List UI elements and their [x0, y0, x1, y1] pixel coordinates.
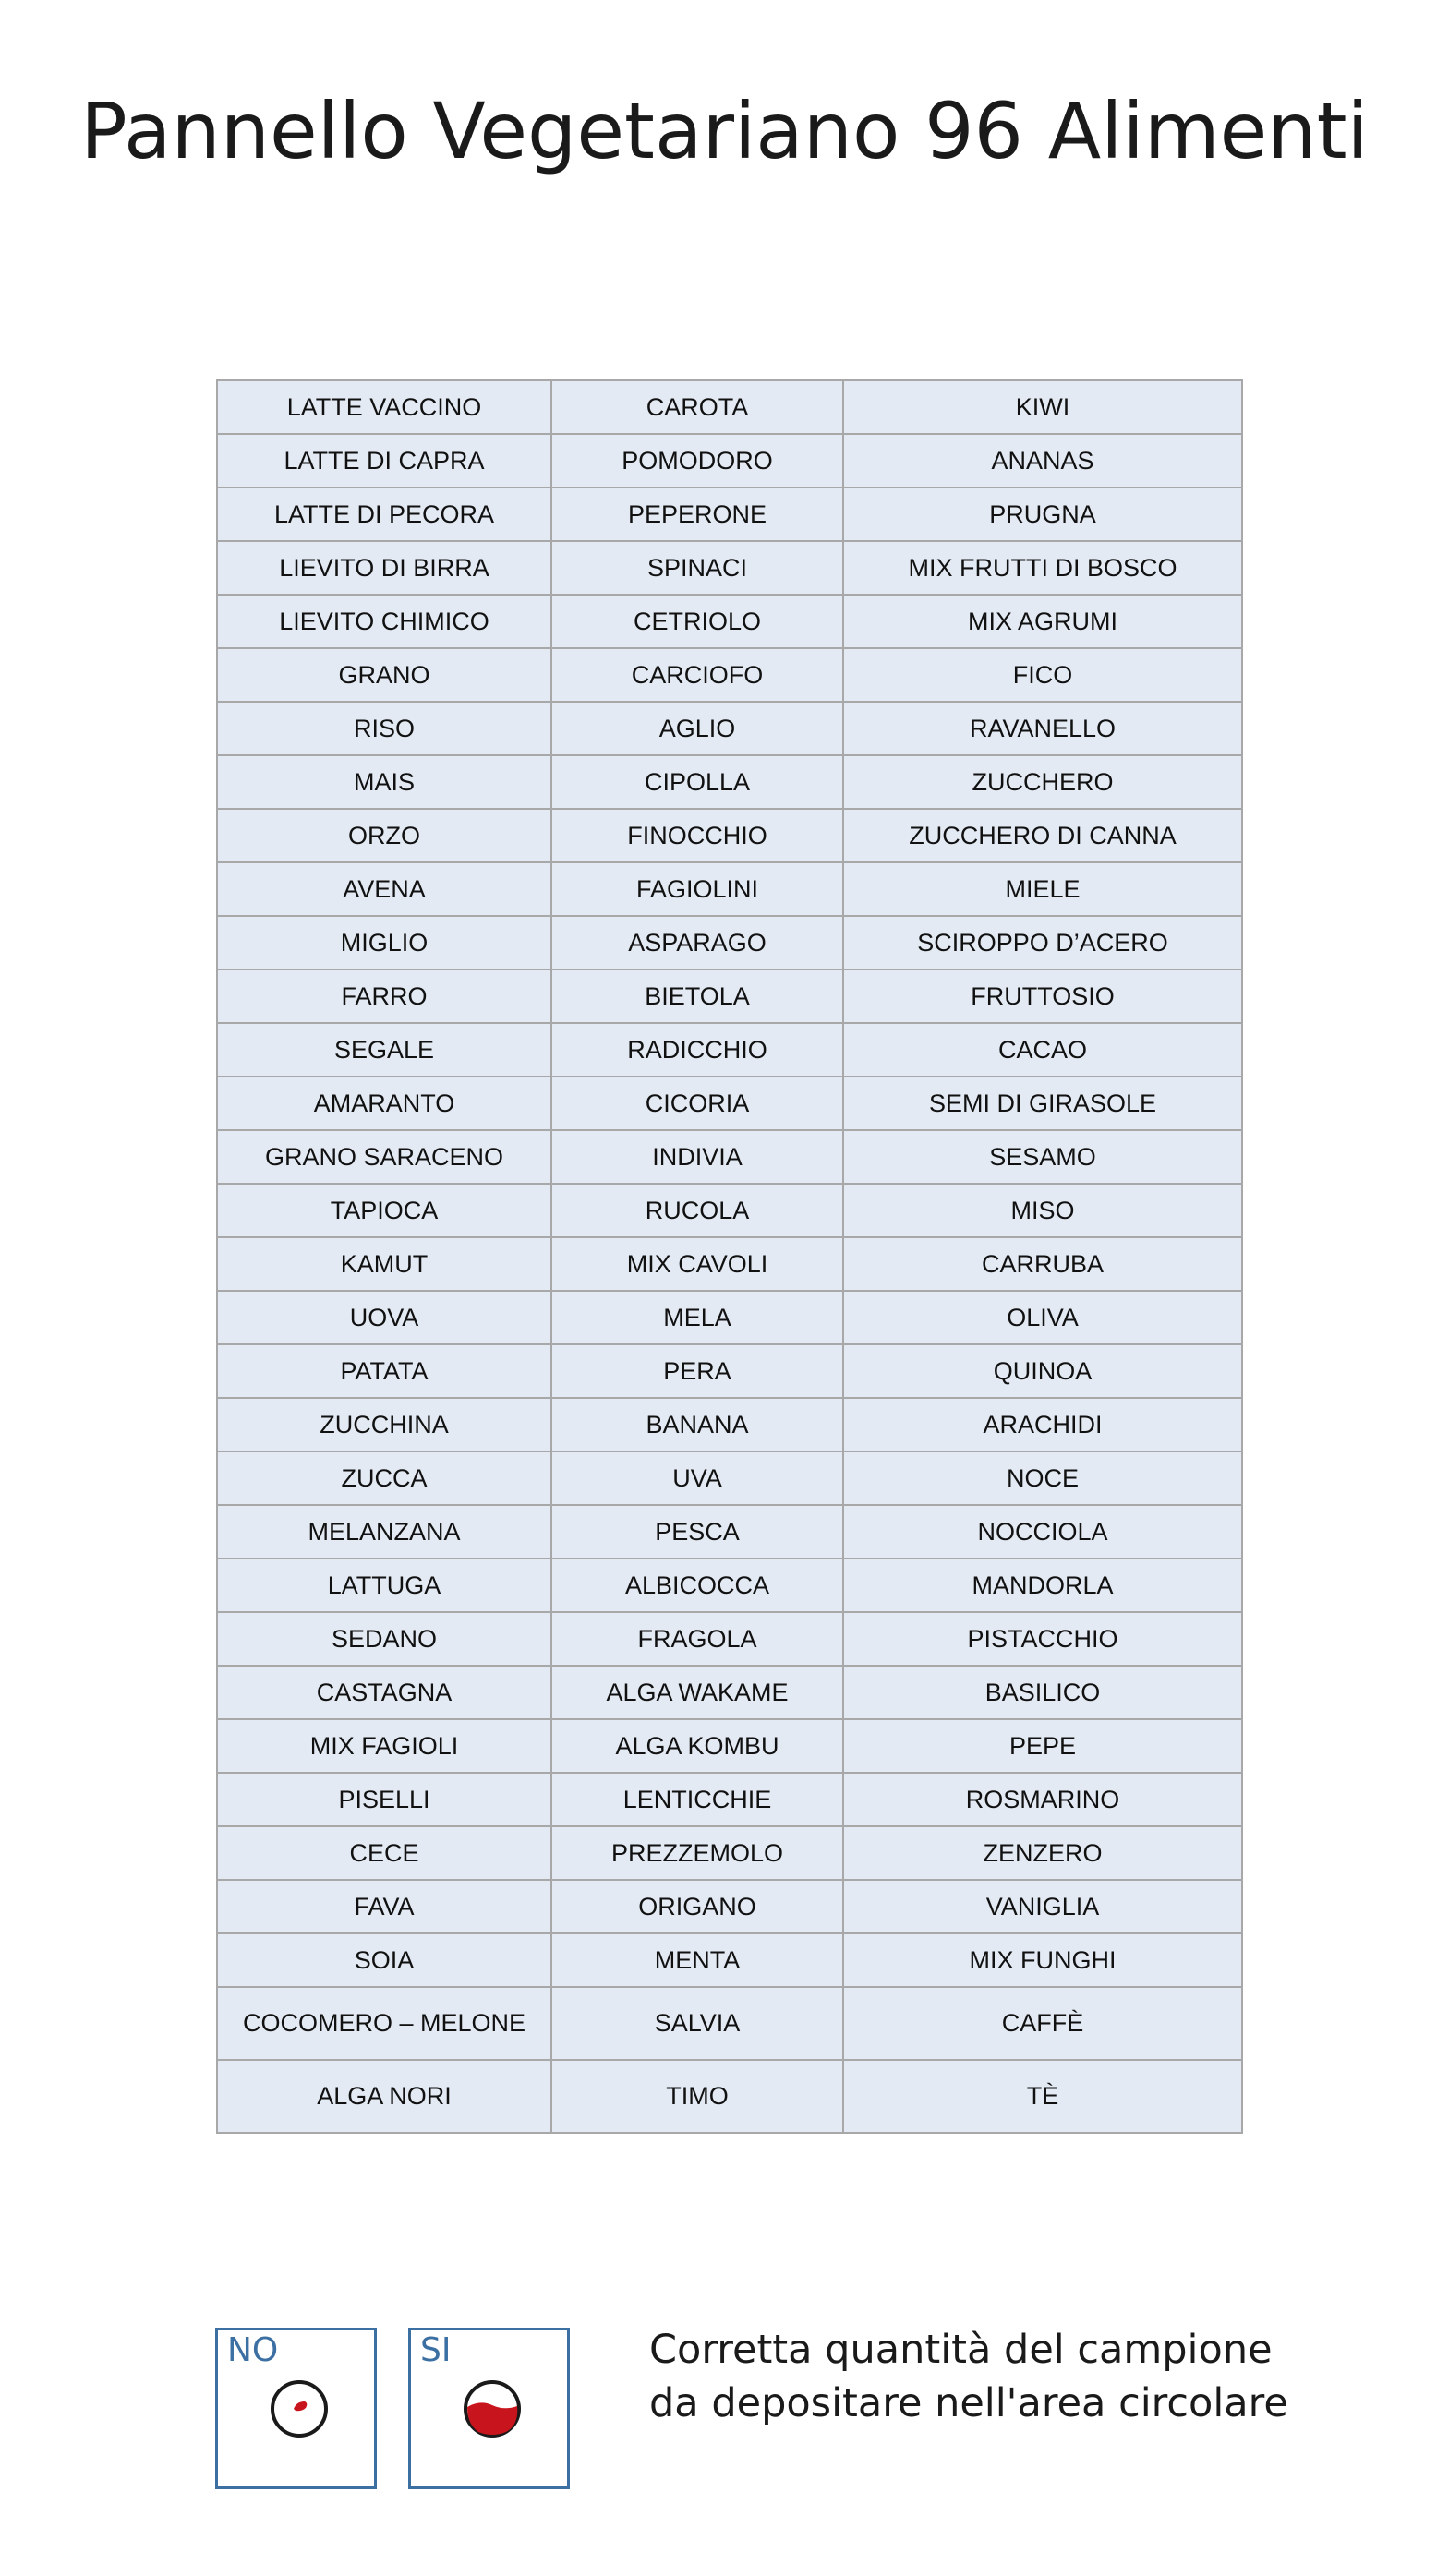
table-cell: LATTUGA — [217, 1559, 551, 1612]
table-row — [217, 862, 1242, 916]
table-cell: FICO — [843, 648, 1242, 702]
table-cell: PESCA — [551, 1505, 843, 1559]
table-cell: RISO — [217, 702, 551, 755]
table-cell: SCIROPPO D’ACERO — [843, 916, 1242, 969]
table-cell: RUCOLA — [551, 1184, 843, 1237]
table-cell: INDIVIA — [551, 1130, 843, 1184]
table-cell: LIEVITO CHIMICO — [217, 595, 551, 648]
caption-line-2: da depositare nell'area circolare — [649, 2380, 1288, 2426]
table-cell: LENTICCHIE — [551, 1773, 843, 1826]
table-cell: SEMI DI GIRASOLE — [843, 1077, 1242, 1130]
table-cell: PRUGNA — [843, 488, 1242, 541]
table-cell: LATTE DI CAPRA — [217, 434, 551, 488]
table-cell: AVENA — [217, 862, 551, 916]
table-cell: FAVA — [217, 1880, 551, 1933]
table-cell: MENTA — [551, 1933, 843, 1987]
table-cell: MIELE — [843, 862, 1242, 916]
table-row — [217, 1344, 1242, 1398]
table-row — [217, 1666, 1242, 1719]
insufficient-sample-icon — [269, 2378, 330, 2439]
table-cell: ANANAS — [843, 434, 1242, 488]
table-cell: KAMUT — [217, 1237, 551, 1291]
table-cell: SALVIA — [551, 1987, 843, 2060]
table-cell: FAGIOLINI — [551, 862, 843, 916]
table-cell: MIGLIO — [217, 916, 551, 969]
table-row — [217, 1505, 1242, 1559]
table-row — [217, 434, 1242, 488]
table-cell: PREZZEMOLO — [551, 1826, 843, 1880]
table-cell: LATTE DI PECORA — [217, 488, 551, 541]
page-title: Pannello Vegetariano 96 Alimenti — [80, 86, 1369, 176]
table-cell: TÈ — [843, 2060, 1242, 2133]
table-cell: LATTE VACCINO — [217, 380, 551, 434]
food-table-body — [217, 380, 1242, 2133]
caption-line-1: Corretta quantità del campione — [649, 2327, 1273, 2373]
table-cell: VANIGLIA — [843, 1880, 1242, 1933]
table-row — [217, 1291, 1242, 1344]
table-cell: FRAGOLA — [551, 1612, 843, 1666]
table-cell: ZUCCA — [217, 1451, 551, 1505]
table-cell: CARRUBA — [843, 1237, 1242, 1291]
table-cell: ORZO — [217, 809, 551, 862]
table-cell: FINOCCHIO — [551, 809, 843, 862]
table-cell: UVA — [551, 1451, 843, 1505]
table-cell: CICORIA — [551, 1077, 843, 1130]
table-cell: CACAO — [843, 1023, 1242, 1077]
table-row — [217, 2060, 1242, 2133]
table-cell: COCOMERO – MELONE — [217, 1987, 551, 2060]
table-cell: RADICCHIO — [551, 1023, 843, 1077]
table-cell: QUINOA — [843, 1344, 1242, 1398]
table-cell: GRANO — [217, 648, 551, 702]
table-row — [217, 541, 1242, 595]
table-row — [217, 1773, 1242, 1826]
table-cell: ROSMARINO — [843, 1773, 1242, 1826]
table-row — [217, 1130, 1242, 1184]
table-cell: SEGALE — [217, 1023, 551, 1077]
table-cell: CETRIOLO — [551, 595, 843, 648]
table-row — [217, 1077, 1242, 1130]
table-cell: ALGA KOMBU — [551, 1719, 843, 1773]
table-cell: MIX FUNGHI — [843, 1933, 1242, 1987]
table-cell: KIWI — [843, 380, 1242, 434]
table-cell: SOIA — [217, 1933, 551, 1987]
table-cell: ZUCCHERO — [843, 755, 1242, 809]
table-cell: ASPARAGO — [551, 916, 843, 969]
food-table — [216, 379, 1243, 2134]
table-cell: ZENZERO — [843, 1826, 1242, 1880]
table-row — [217, 916, 1242, 969]
table-cell: PERA — [551, 1344, 843, 1398]
table-cell: POMODORO — [551, 434, 843, 488]
table-cell: AGLIO — [551, 702, 843, 755]
sample-si-box — [408, 2328, 570, 2489]
sample-si-label: SI — [420, 2331, 452, 2369]
table-cell: ORIGANO — [551, 1880, 843, 1933]
table-cell: LIEVITO DI BIRRA — [217, 541, 551, 595]
table-cell: MISO — [843, 1184, 1242, 1237]
table-cell: ALGA WAKAME — [551, 1666, 843, 1719]
table-row — [217, 969, 1242, 1023]
table-cell: PEPERONE — [551, 488, 843, 541]
table-cell: PISELLI — [217, 1773, 551, 1826]
table-cell: MIX AGRUMI — [843, 595, 1242, 648]
table-cell: NOCE — [843, 1451, 1242, 1505]
table-row — [217, 488, 1242, 541]
sample-no-label: NO — [227, 2331, 279, 2369]
table-row — [217, 1237, 1242, 1291]
table-cell: NOCCIOLA — [843, 1505, 1242, 1559]
table-cell: MIX FAGIOLI — [217, 1719, 551, 1773]
table-cell: CECE — [217, 1826, 551, 1880]
table-cell: SEDANO — [217, 1612, 551, 1666]
table-cell: MIX CAVOLI — [551, 1237, 843, 1291]
table-row — [217, 1612, 1242, 1666]
table-row — [217, 1826, 1242, 1880]
table-row — [217, 809, 1242, 862]
table-cell: CASTAGNA — [217, 1666, 551, 1719]
table-cell: AMARANTO — [217, 1077, 551, 1130]
table-cell: SPINACI — [551, 541, 843, 595]
table-row — [217, 1398, 1242, 1451]
table-row — [217, 1559, 1242, 1612]
table-row — [217, 1451, 1242, 1505]
table-cell: BASILICO — [843, 1666, 1242, 1719]
table-cell: CARCIOFO — [551, 648, 843, 702]
table-cell: BIETOLA — [551, 969, 843, 1023]
table-row — [217, 380, 1242, 434]
table-row — [217, 1023, 1242, 1077]
table-row — [217, 1184, 1242, 1237]
table-cell: CAFFÈ — [843, 1987, 1242, 2060]
table-cell: ALGA NORI — [217, 2060, 551, 2133]
table-cell: MELANZANA — [217, 1505, 551, 1559]
table-cell: GRANO SARACENO — [217, 1130, 551, 1184]
table-cell: OLIVA — [843, 1291, 1242, 1344]
table-cell: BANANA — [551, 1398, 843, 1451]
table-row — [217, 1933, 1242, 1987]
table-row — [217, 595, 1242, 648]
table-cell: RAVANELLO — [843, 702, 1242, 755]
table-cell: PATATA — [217, 1344, 551, 1398]
table-cell: FRUTTOSIO — [843, 969, 1242, 1023]
table-cell: CIPOLLA — [551, 755, 843, 809]
table-cell: CAROTA — [551, 380, 843, 434]
table-cell: UOVA — [217, 1291, 551, 1344]
table-cell: SESAMO — [843, 1130, 1242, 1184]
table-cell: ALBICOCCA — [551, 1559, 843, 1612]
sample-no-box — [215, 2328, 377, 2489]
table-cell: MAIS — [217, 755, 551, 809]
table-cell: MANDORLA — [843, 1559, 1242, 1612]
table-row — [217, 1719, 1242, 1773]
table-cell: ZUCCHINA — [217, 1398, 551, 1451]
table-row — [217, 702, 1242, 755]
table-cell: ARACHIDI — [843, 1398, 1242, 1451]
table-cell: PEPE — [843, 1719, 1242, 1773]
table-cell: TIMO — [551, 2060, 843, 2133]
table-cell: ZUCCHERO DI CANNA — [843, 809, 1242, 862]
table-cell: MELA — [551, 1291, 843, 1344]
table-cell: MIX FRUTTI DI BOSCO — [843, 541, 1242, 595]
table-row — [217, 648, 1242, 702]
table-row — [217, 1987, 1242, 2060]
sample-caption — [649, 2323, 1288, 2430]
table-row — [217, 1880, 1242, 1933]
table-cell: TAPIOCA — [217, 1184, 551, 1237]
correct-sample-icon — [462, 2378, 523, 2439]
table-cell: FARRO — [217, 969, 551, 1023]
table-cell: PISTACCHIO — [843, 1612, 1242, 1666]
table-row — [217, 755, 1242, 809]
